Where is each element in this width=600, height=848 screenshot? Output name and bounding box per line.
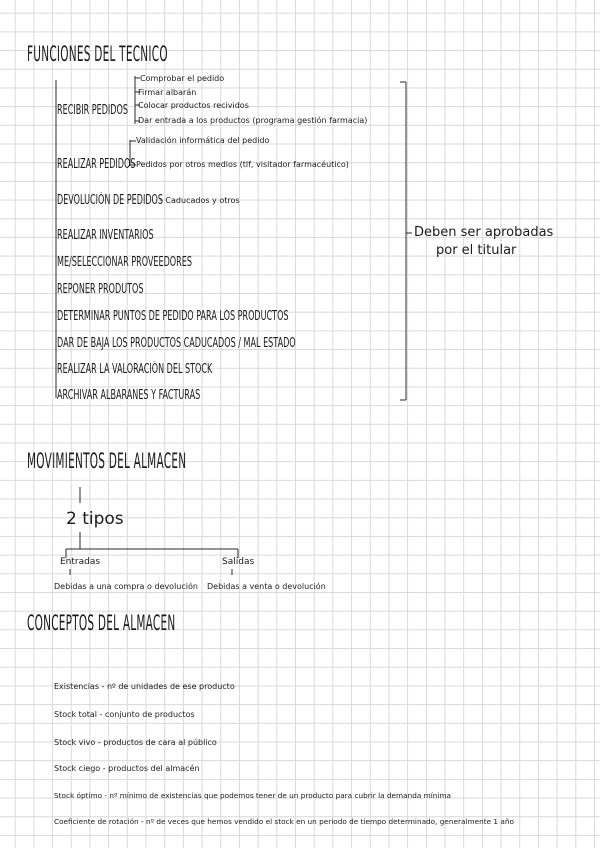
recibir-item: Firmar albarán	[138, 88, 197, 97]
salidas-note: Debidas a venta o devolución	[207, 582, 326, 591]
realizar-pedidos-label: REALIZAR PEDIDOS	[57, 157, 136, 172]
recibir-pedidos-label: RECIBIR PEDIDOS	[57, 103, 128, 118]
realizar-item: Pedidos por otros medios (tlf, visitador farmacéutico)	[136, 160, 349, 169]
section-title-funciones: FUNCIONES DEL TECNICO	[27, 42, 168, 66]
recibir-item: Comprobar el pedido	[140, 74, 225, 83]
devolucion-pedidos-label: DEVOLUCIÓN DE PEDIDOS	[57, 193, 164, 208]
concept-item: Stock vivo - productos de cara al público	[54, 738, 217, 747]
concept-item: Stock ciego - productos del almacén	[54, 764, 200, 773]
tipos-label: 2 tipos	[66, 509, 124, 529]
function-item: REALIZAR LA VALORACIÓN DEL STOCK	[57, 362, 213, 377]
entradas-label: Entradas	[60, 557, 101, 567]
concept-item: Existencias - nº de unidades de ese producto	[54, 682, 235, 691]
function-item: ARCHIVAR ALBARANES Y FACTURAS	[57, 388, 201, 403]
function-item: ME/SELECCIONAR PROVEEDORES	[57, 255, 192, 270]
function-item: REPONER PRODUTOS	[57, 282, 144, 297]
bracket-note: Deben ser aprobadas	[414, 225, 554, 240]
devolucion-note: - Caducados y otros	[160, 196, 240, 205]
salidas-label: Salidas	[222, 557, 255, 567]
function-item: DETERMINAR PUNTOS DE PEDIDO PARA LOS PRODUCTOS	[57, 309, 289, 324]
section-title-movimientos: MOVIMIENTOS DEL ALMACEN	[27, 449, 187, 473]
entradas-note: Debidas a una compra o devolución	[54, 582, 198, 591]
function-item: REALIZAR INVENTARIOS	[57, 228, 154, 243]
concept-item: Coeficiente de rotación - nº de veces que hemos vendido el stock en un periodo de tiempo determinado, generalmente 1 año	[54, 817, 514, 826]
function-item: DAR DE BAJA LOS PRODUCTOS CADUCADOS / MAL ESTADO	[57, 336, 296, 351]
recibir-item: Colocar productos recividos	[138, 101, 249, 110]
bracket-note: por el titular	[436, 243, 517, 258]
realizar-item: Validación informática del pedido	[136, 136, 270, 145]
concept-item: Stock total - conjunto de productos	[54, 710, 195, 719]
recibir-item: Dar entrada a los productos (programa gestión farmacia)	[138, 116, 368, 125]
concept-item: Stock óptimo - nº mínimo de existencias que podemos tener de un producto para cubrir la demanda mínima	[54, 791, 452, 800]
section-title-conceptos: CONCEPTOS DEL ALMACEN	[27, 611, 176, 635]
